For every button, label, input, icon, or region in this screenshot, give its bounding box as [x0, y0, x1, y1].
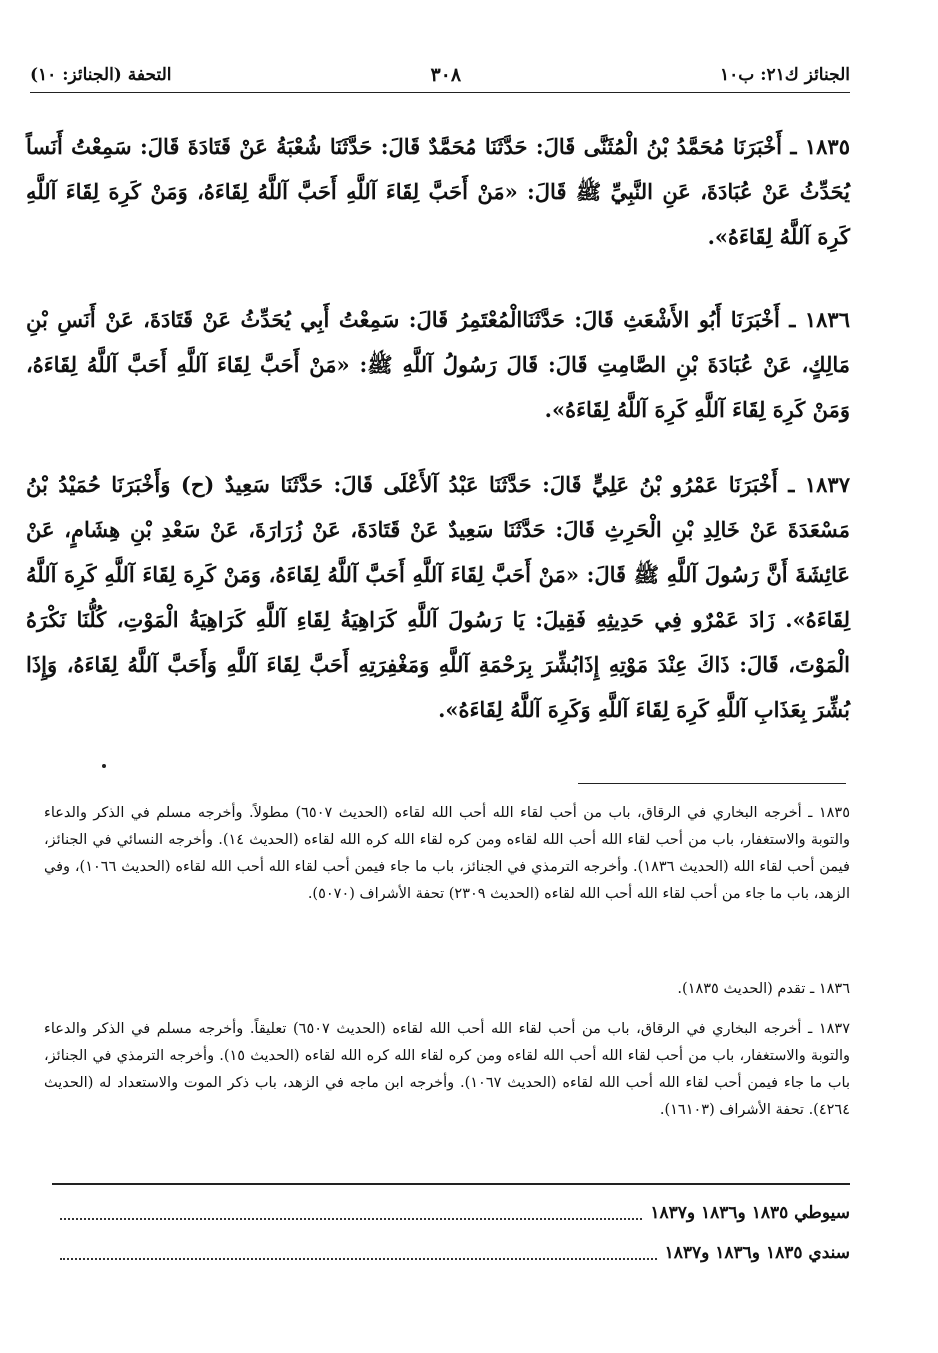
hadith-text: أَخْبَرَنَا عَمْرُو بْنُ عَلِيٍّ قَالَ: حَدَّثَنَا عَبْدُ آلأَعْلَى قَالَ: حَدَّثَنَا سَعِيدٌ (ح) وَأَخْبَرَنَا حُمَيْدُ بْنُ مَسْعَدَةَ عَنْ خَالِدِ بْنِ الْحَرِثِ قَالَ: حَدَّثَنَا سَعِيدٌ عَنْ قَتَادَةَ، عَنْ زُرَارَةَ، عَنْ سَعْدِ بْنِ هِشَامٍ، عَنْ عَائِشَةَ أَنَّ رَسُولَ آللَّهِ ﷺ قَالَ: «مَنْ أَحَبَّ لِقَاءَ آللَّهِ أَحَبَّ آللَّهُ لِقَاءَهُ، وَمَنْ كَرِهَ لِقَاءَ آللَّهِ كَرِهَ آللَّهُ لِقَاءَهُ». زَادَ عَمْرٌو فِي حَدِيثِهِ فَقِيلَ: يَا رَسُولَ آللَّهِ كَرَاهِيَةُ لِقَاءِ آللَّهِ كَرَاهِيَةُ الْمَوْتِ، كُلُّنَا نَكْرَهُ الْمَوْتَ، قَالَ: ذَاكَ عِنْدَ مَوْتِهِ إِذَابُشِّرَ بِرَحْمَةِ آللَّهِ وَمَغْفِرَتِهِ أَحَبَّ لِقَاءَ آللَّهِ وَأَحَبَّ آللَّهُ لِقَاءَهُ، وَإِذَا بُشِّرَ بِعَذَابِ آللَّهِ كَرِهَ لِقَاءَ آللَّهِ وَكَرِهَ آللَّهُ لِقَاءَهُ». — [26, 472, 850, 722]
hadith-number: ١٨٣٦ — [804, 307, 850, 332]
source-suyuti — [60, 1198, 850, 1228]
dot-leader — [60, 1246, 657, 1260]
header-tuhfa-ref: التحفة (الجنائز: ١٠) — [30, 65, 172, 85]
source-label: سندي ١٨٣٥ و١٨٣٦ و١٨٣٧ — [664, 1243, 850, 1263]
footnote-text: تقدم (الحديث ١٨٣٥). — [677, 981, 806, 997]
footnote-text: أخرجه البخاري في الرقاق، باب من أحب لقاء الله أحب الله لقاءه (الحديث ٦٥٠٧) مطولاً. وأخرجه مسلم في الذكر والدعاء والتوبة والاستغفار، باب من أحب لقاء الله أحب الله لقاءه ومن كره لقاء الله كره الله لقاءه (الحديث ١٤). وأخرجه النسائي في الجنائز، فيمن أحب لقاء الله (الحديث ١٨٣٦). وأخرجه الترمذي في الجنائز، باب ما جاء فيمن أحب لقاء الله أحب الله لقاءه (الحديث ١٠٦٦)، وفي الزهد، باب ما جاء من أحب لقاء الله أحب الله لقاءه (الحديث ٢٣٠٩) تحفة الأشراف (٥٠٧٠). — [44, 805, 850, 902]
hadith-number: ١٨٣٧ — [804, 472, 850, 497]
footnote-separator — [578, 783, 846, 784]
footnote-text: أخرجه البخاري في الرقاق، باب من أحب لقاء الله أحب الله لقاءه (الحديث ٦٥٠٧) تعليقاً. وأخرجه مسلم في الذكر والدعاء والتوبة والاستغفار، باب من أحب لقاء الله أحب الله لقاءه ومن كره لقاء الله كره الله لقاءه (الحديث ١٥). وأخرجه الترمذي في الجنائز، باب ما جاء فيمن أحب لقاء الله أحب الله لقاءه (الحديث ١٠٦٧). وأخرجه ابن ماجه في الزهد، باب ذكر الموت والاستعداد له (الحديث ٤٢٦٤). تحفة الأشراف (١٦١٠٣). — [44, 1021, 850, 1118]
hadith-1835: ١٨٣٥ ـ أَخْبَرَنَا مُحَمَّدُ بْنُ الْمُثَنَّى قَالَ: حَدَّثَنَا مُحَمَّدٌ قَالَ: حَدَّثَنَا شُعْبَةُ عَنْ قَتَادَةَ قَالَ: سَمِعْتُ أَنَساً يُحَدِّثُ عَنْ عُبَادَةَ، عَنِ النَّبِيِّ ﷺ قَالَ: «مَنْ أَحَبَّ لِقَاءَ آللَّهِ أَحَبَّ آللَّهُ لِقَاءَهُ، وَمَنْ كَرِهَ لِقَاءَ آللَّهِ كَرِهَ آللَّهُ لِقَاءَهُ». — [26, 134, 850, 249]
hadith-number: ١٨٣٥ — [804, 134, 850, 159]
source-sindi — [60, 1238, 850, 1268]
footnote-number: ١٨٣٦ — [818, 981, 850, 997]
footnote-1835: ١٨٣٥ ـ أخرجه البخاري في الرقاق، باب من أحب لقاء الله أحب الله لقاءه (الحديث ٦٥٠٧) مطولاً. وأخرجه مسلم في الذكر والدعاء والتوبة والاستغفار، باب من أحب لقاء الله أحب الله لقاءه ومن كره لقاء الله كره الله لقاءه (الحديث ١٤). وأخرجه النسائي في الجنائز، فيمن أحب لقاء الله (الحديث ١٨٣٦). وأخرجه الترمذي في الجنائز، باب ما جاء فيمن أحب لقاء الله أحب الله لقاءه (الحديث ١٠٦٦)، وفي الزهد، باب ما جاء من أحب لقاء الله أحب الله لقاءه (الحديث ٢٣٠٩) تحفة الأشراف (٥٠٧٠). — [44, 805, 850, 902]
hadith-text: أَخْبَرَنَا أَبُو الأَشْعَثِ قَالَ: حَدَّثَنَاالْمُعْتَمِرُ قَالَ: سَمِعْتُ أَبِي يُحَدِّثُ عَنْ قَتَادَةَ، عَنْ أَنَسِ بْنِ مَالِكٍ، عَنْ عُبَادَةَ بْنِ الصَّامِتِ قَالَ: قَالَ رَسُولُ آللَّهِ ﷺ: «مَنْ أَحَبَّ لِقَاءَ آللَّهِ أَحَبَّ آللَّهُ لِقَاءَهُ، وَمَنْ كَرِهَ لِقَاءَ آللَّهِ كَرِهَ آللَّهُ لِقَاءَهُ». — [26, 307, 850, 422]
source-label: سيوطي ١٨٣٥ و١٨٣٦ و١٨٣٧ — [650, 1203, 850, 1223]
hadith-text: أَخْبَرَنَا مُحَمَّدُ بْنُ الْمُثَنَّى قَالَ: حَدَّثَنَا مُحَمَّدٌ قَالَ: حَدَّثَنَا شُعْبَةُ عَنْ قَتَادَةَ قَالَ: سَمِعْتُ أَنَساً يُحَدِّثُ عَنْ عُبَادَةَ، عَنِ النَّبِيِّ ﷺ قَالَ: «مَنْ أَحَبَّ لِقَاءَ آللَّهِ أَحَبَّ آللَّهُ لِقَاءَهُ، وَمَنْ كَرِهَ لِقَاءَ آللَّهِ كَرِهَ آللَّهُ لِقَاءَهُ». — [26, 134, 850, 249]
hadith-1837: ١٨٣٧ ـ أَخْبَرَنَا عَمْرُو بْنُ عَلِيٍّ قَالَ: حَدَّثَنَا عَبْدُ آلأَعْلَى قَالَ: حَدَّثَنَا سَعِيدٌ (ح) وَأَخْبَرَنَا حُمَيْدُ بْنُ مَسْعَدَةَ عَنْ خَالِدِ بْنِ الْحَرِثِ قَالَ: حَدَّثَنَا سَعِيدٌ عَنْ قَتَادَةَ، عَنْ زُرَارَةَ، عَنْ سَعْدِ بْنِ هِشَامٍ، عَنْ عَائِشَةَ أَنَّ رَسُولَ آللَّهِ ﷺ قَالَ: «مَنْ أَحَبَّ لِقَاءَ آللَّهِ أَحَبَّ آللَّهُ لِقَاءَهُ، وَمَنْ كَرِهَ لِقَاءَ آللَّهِ كَرِهَ آللَّهُ لِقَاءَهُ». زَادَ عَمْرٌو فِي حَدِيثِهِ فَقِيلَ: يَا رَسُولَ آللَّهِ كَرَاهِيَةُ لِقَاءِ آللَّهِ كَرَاهِيَةُ الْمَوْتِ، كُلُّنَا نَكْرَهُ الْمَوْتَ، قَالَ: ذَاكَ عِنْدَ مَوْتِهِ إِذَابُشِّرَ بِرَحْمَةِ آللَّهِ وَمَغْفِرَتِهِ أَحَبَّ لِقَاءَ آللَّهِ وَأَحَبَّ آللَّهُ لِقَاءَهُ، وَإِذَا بُشِّرَ بِعَذَابِ آللَّهِ كَرِهَ لِقَاءَ آللَّهِ وَكَرِهَ آللَّهُ لِقَاءَهُ». — [26, 472, 850, 722]
dot-leader — [60, 1206, 642, 1220]
page-number: ٣٠٨ — [430, 64, 462, 86]
header-chapter-ref: الجنائز ك٢١: ب١٠ — [720, 65, 850, 85]
hadith-1836: ١٨٣٦ ـ أَخْبَرَنَا أَبُو الأَشْعَثِ قَالَ: حَدَّثَنَاالْمُعْتَمِرُ قَالَ: سَمِعْتُ أَبِي يُحَدِّثُ عَنْ قَتَادَةَ، عَنْ أَنَسِ بْنِ مَالِكٍ، عَنْ عُبَادَةَ بْنِ الصَّامِتِ قَالَ: قَالَ رَسُولُ آللَّهِ ﷺ: «مَنْ أَحَبَّ لِقَاءَ آللَّهِ أَحَبَّ آللَّهُ لِقَاءَهُ، وَمَنْ كَرِهَ لِقَاءَ آللَّهِ كَرِهَ آللَّهُ لِقَاءَهُ». — [26, 307, 850, 422]
footnote-number: ١٨٣٥ — [818, 805, 850, 821]
footnote-number: ١٨٣٧ — [818, 1021, 850, 1037]
footnote-1837: ١٨٣٧ ـ أخرجه البخاري في الرقاق، باب من أحب لقاء الله أحب الله لقاءه (الحديث ٦٥٠٧) تعليقاً. وأخرجه مسلم في الذكر والدعاء والتوبة والاستغفار، باب من أحب لقاء الله أحب الله لقاءه ومن كره لقاء الله كره الله لقاءه (الحديث ١٥). وأخرجه الترمذي في الجنائز، باب ما جاء فيمن أحب لقاء الله أحب الله لقاءه (الحديث ١٠٦٧). وأخرجه ابن ماجه في الزهد، باب ذكر الموت والاستعداد له (الحديث ٤٢٦٤). تحفة الأشراف (١٦١٠٣). — [44, 1021, 850, 1118]
stray-dot — [102, 764, 106, 768]
running-header — [30, 58, 850, 93]
footnote-1836: ١٨٣٦ ـ تقدم (الحديث ١٨٣٥). — [677, 981, 850, 997]
bottom-separator — [52, 1183, 850, 1185]
